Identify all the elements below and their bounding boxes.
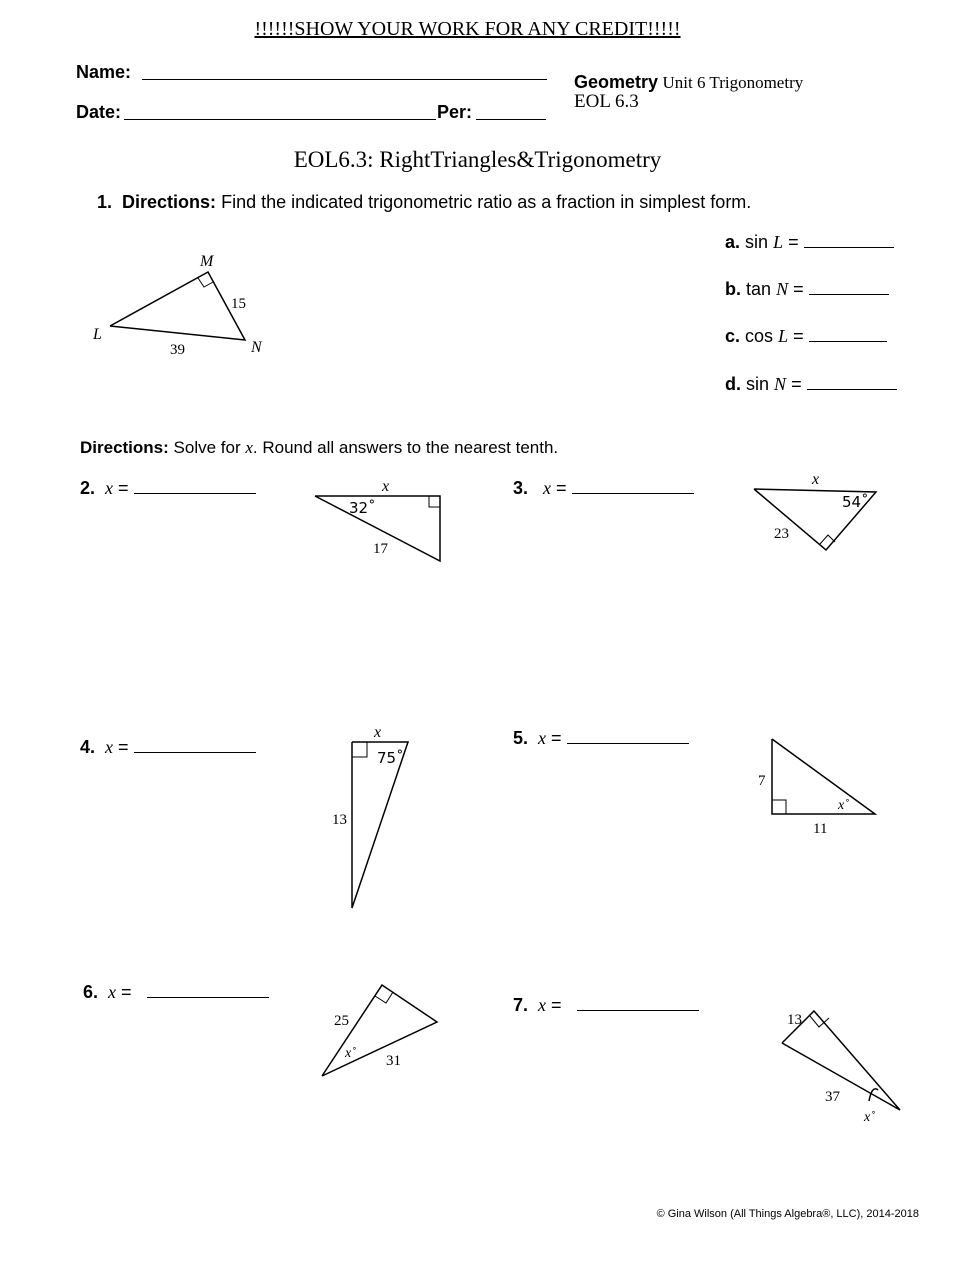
directions-1: [97, 192, 751, 213]
triangle-4-right-angle: [352, 742, 367, 757]
triangle-5-right-angle: [772, 800, 786, 814]
right-angle-mark: [198, 278, 213, 287]
ratio-c-answer[interactable]: [809, 327, 887, 342]
problem-4-var: x: [105, 737, 114, 757]
triangle-5-shape: [772, 739, 875, 814]
problem-7-eq: =: [551, 995, 562, 1015]
triangle-7: [770, 1000, 910, 1130]
triangle-7-side1-label: 13: [787, 1012, 802, 1028]
problem-7-number: 7.: [513, 995, 529, 1015]
triangle-3: [740, 465, 900, 565]
triangle-5-leg1-label: 7: [758, 773, 766, 789]
problem-5-eq: =: [551, 728, 562, 748]
triangle-5: [750, 730, 890, 840]
problem-6-number: 6.: [83, 982, 99, 1002]
problem-2: [80, 478, 256, 499]
ratio-a-eq: =: [788, 232, 799, 252]
problem-3-number: 3.: [513, 478, 529, 498]
per-label: Per:: [437, 102, 473, 122]
copyright-footer: © Gina Wilson (All Things Algebra®, LLC), 2014-2018: [656, 1208, 919, 1220]
problem-6-answer[interactable]: [147, 983, 269, 998]
triangle-2-right-angle: [429, 496, 440, 507]
date-label: Date:: [76, 102, 122, 122]
course-info: [574, 72, 803, 93]
ratio-c-var: L: [778, 326, 789, 346]
triangle-6-side2-label: 31: [386, 1053, 401, 1069]
ratio-c-letter: c.: [725, 326, 741, 346]
triangle-7-angle-label: x˚: [864, 1110, 875, 1125]
triangle-4-side-label: 13: [332, 812, 347, 828]
ratio-d-var: N: [774, 374, 787, 394]
course-name: Geometry: [574, 72, 659, 92]
problem-3-var: x: [543, 478, 552, 498]
problem-4: [80, 737, 256, 758]
name-field[interactable]: [142, 79, 547, 80]
triangle-5-angle-label: x˚: [838, 798, 849, 813]
triangle-2-side-label: 17: [373, 541, 388, 557]
problem-number-1: 1.: [97, 192, 113, 212]
directions-2-pre: Solve for: [173, 438, 241, 457]
triangle-5-leg2-label: 11: [813, 821, 828, 837]
directions-2-var: x: [245, 438, 253, 457]
ratio-a-letter: a.: [725, 232, 741, 252]
problem-7-answer[interactable]: [577, 996, 699, 1011]
vertex-n: N: [251, 339, 262, 356]
ratio-a-answer[interactable]: [804, 233, 894, 248]
triangle-lmn: [80, 245, 280, 365]
ratio-c-func: cos: [745, 326, 774, 346]
directions-2-post: . Round all answers to the nearest tenth.: [252, 438, 559, 457]
problem-4-number: 4.: [80, 737, 96, 757]
problem-2-answer[interactable]: [134, 479, 256, 494]
eol-code: EOL 6.3: [574, 91, 639, 112]
triangle-4: [325, 720, 425, 920]
ratio-a-func: sin: [745, 232, 769, 252]
triangle-6-side1-label: 25: [334, 1013, 349, 1029]
directions-2-label: Directions:: [80, 438, 169, 457]
problem-6-var: x: [108, 982, 117, 1002]
date-field[interactable]: [124, 119, 436, 120]
problem-3-answer[interactable]: [572, 479, 694, 494]
ratio-d-func: sin: [746, 374, 770, 394]
problem-6: [83, 982, 269, 1003]
ratio-b-func: tan: [746, 279, 772, 299]
problem-3: [513, 478, 694, 499]
triangle-2-angle-label: 32˚: [349, 499, 376, 517]
problem-5-var: x: [538, 728, 547, 748]
ratio-b-answer[interactable]: [809, 280, 889, 295]
period-field[interactable]: [476, 119, 546, 120]
triangle-4-top-label: x: [374, 724, 382, 741]
triangle-2-top-label: x: [382, 478, 390, 495]
ratio-b-var: N: [776, 279, 789, 299]
directions-text: Find the indicated trigonometric ratio as a fraction in simplest form.: [221, 192, 752, 212]
name-label: Name:: [76, 62, 132, 82]
problem-5-number: 5.: [513, 728, 529, 748]
problem-5: [513, 728, 689, 749]
ratio-c: [725, 326, 887, 347]
triangle-lmn-shape: [110, 272, 245, 340]
ratio-d: [725, 374, 897, 395]
problem-4-answer[interactable]: [134, 738, 256, 753]
problem-2-var: x: [105, 478, 114, 498]
show-work-banner: !!!!!!SHOW YOUR WORK FOR ANY CREDIT!!!!!: [254, 18, 681, 40]
triangle-3-top-label: x: [812, 471, 820, 488]
triangle-3-side-label: 23: [774, 526, 789, 542]
ratio-a: [725, 232, 894, 253]
ratio-b-letter: b.: [725, 279, 741, 299]
problem-7: [513, 995, 699, 1016]
problem-4-eq: =: [118, 737, 129, 757]
ratio-b: [725, 279, 889, 300]
problem-2-number: 2.: [80, 478, 96, 498]
problem-3-eq: =: [556, 478, 567, 498]
problem-7-var: x: [538, 995, 547, 1015]
ratio-c-eq: =: [793, 326, 804, 346]
vertex-l: L: [93, 326, 102, 343]
triangle-4-angle-label: 75˚: [377, 749, 404, 767]
unit-name: Unit 6 Trigonometry: [662, 73, 804, 92]
ratio-d-eq: =: [791, 374, 802, 394]
directions-label: Directions:: [122, 192, 217, 212]
triangle-7-side2-label: 37: [825, 1089, 840, 1105]
ratio-a-var: L: [773, 232, 784, 252]
triangle-6: [310, 975, 450, 1085]
ratio-d-answer[interactable]: [807, 375, 897, 390]
side-ln-label: 39: [170, 342, 185, 358]
triangle-6-angle-label: x˚: [345, 1046, 356, 1061]
page-title: EOL6.3: RightTriangles&Trigonometry: [293, 147, 662, 172]
triangle-2: [300, 470, 460, 570]
directions-2: [80, 438, 558, 458]
ratio-b-eq: =: [793, 279, 804, 299]
triangle-6-right-angle: [375, 992, 393, 1003]
problem-2-eq: =: [118, 478, 129, 498]
problem-5-answer[interactable]: [567, 729, 689, 744]
problem-6-eq: =: [121, 982, 132, 1002]
ratio-d-letter: d.: [725, 374, 741, 394]
vertex-m: M: [200, 253, 214, 270]
triangle-3-angle-label: 54˚: [842, 493, 869, 511]
side-mn-label: 15: [231, 296, 246, 312]
